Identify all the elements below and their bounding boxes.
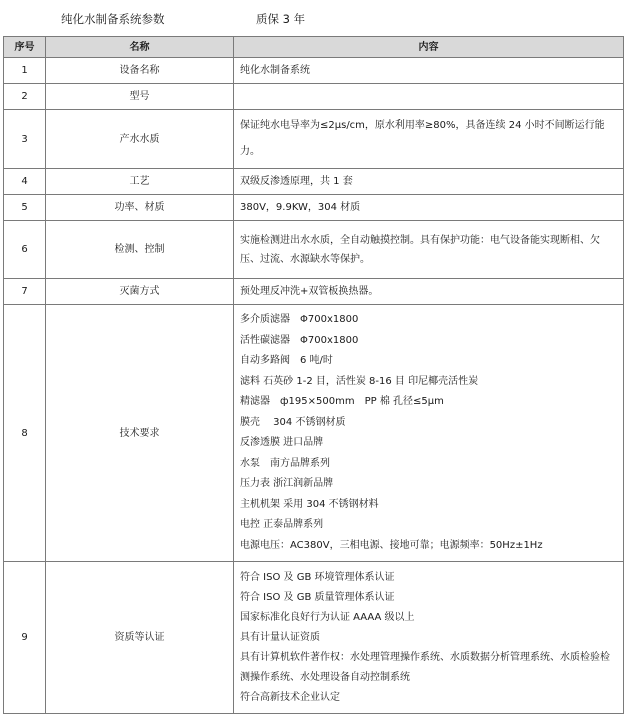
- row-number: 7: [4, 279, 46, 305]
- row-number: 4: [4, 169, 46, 195]
- warranty-note: 质保 3 年: [256, 12, 306, 26]
- row-name: 型号: [46, 84, 234, 110]
- content-line: 主机机架 采用 304 不锈钢材料: [240, 498, 379, 510]
- parameter-table: [3, 36, 624, 714]
- content-line: 具有计量认证资质: [240, 631, 320, 643]
- content-line: 滤料 石英砂 1-2 目，活性炭 8-16 目 印尼椰壳活性炭: [240, 375, 479, 387]
- content-line: 电源电压：AC380V，三相电源、接地可靠；电源频率：50Hz±1Hz: [240, 539, 543, 551]
- content-line: 压力表 浙江润新品牌: [240, 478, 334, 489]
- table-row: [4, 305, 624, 562]
- content-line: 国家标准化良好行为认证 AAAA 级以上: [240, 611, 415, 623]
- content-line: 具有计算机软件著作权：水处理管理操作系统、水质数据分析管理系统、水质检验检测操作系统、水处理设备自动控制系统: [240, 651, 610, 683]
- row-name: 灭菌方式: [46, 279, 234, 305]
- content-line: 预处理反冲洗+双管板换热器。: [240, 286, 379, 297]
- content-line: 反渗透膜 进口品牌: [240, 437, 324, 448]
- table-row: [4, 562, 624, 714]
- row-number: 8: [4, 305, 46, 562]
- content-line: 保证纯水电导率为≤2μs/cm，原水利用率≥80%，具备连续 24 小时不间断运行能力。: [240, 120, 605, 157]
- row-name: 功率、材质: [46, 195, 234, 221]
- table-row: [4, 110, 624, 169]
- content-line: 精滤器 ф195×500mm PP 棉 孔径≤5μm: [240, 396, 444, 407]
- table-header-row: [4, 37, 624, 58]
- table-row: [4, 58, 624, 84]
- row-number: 2: [4, 84, 46, 110]
- table-row: [4, 221, 624, 279]
- document-title: 纯化水制备系统参数: [61, 12, 165, 26]
- row-content: [234, 195, 624, 221]
- column-header-content: 内容: [234, 37, 624, 58]
- content-line: 符合 ISO 及 GB 质量管理体系认证: [240, 591, 395, 603]
- row-content: [234, 221, 624, 279]
- row-content: [234, 110, 624, 169]
- content-line: 符合 ISO 及 GB 环境管理体系认证: [240, 571, 395, 583]
- row-number: 6: [4, 221, 46, 279]
- row-content: [234, 58, 624, 84]
- table-row: [4, 84, 624, 110]
- row-number: 9: [4, 562, 46, 714]
- content-line: 符合高新技术企业认定: [240, 691, 340, 703]
- column-header-no: 序号: [4, 37, 46, 58]
- row-number: 1: [4, 58, 46, 84]
- row-content: [234, 562, 624, 714]
- row-content: [234, 169, 624, 195]
- row-content: [234, 84, 624, 110]
- column-header-name: 名称: [46, 37, 234, 58]
- row-name: 检测、控制: [46, 221, 234, 279]
- row-name: 技术要求: [46, 305, 234, 562]
- content-line: 电控 正泰品牌系列: [240, 519, 324, 530]
- content-line: 纯化水制备系统: [240, 65, 310, 76]
- row-content: [234, 305, 624, 562]
- content-line: 活性碳滤器 Φ700x1800: [240, 334, 359, 346]
- content-line: 实施检测进出水水质，全自动触摸控制。具有保护功能：电气设备能实现断相、欠压、过流、水源缺水等保护。: [240, 234, 600, 265]
- content-line: 膜壳 304 不锈钢材质: [240, 416, 346, 428]
- table-row: [4, 169, 624, 195]
- row-content: [234, 279, 624, 305]
- content-line: 自动多路阀 6 吨/时: [240, 355, 333, 366]
- table-row: [4, 279, 624, 305]
- table-row: [4, 195, 624, 221]
- row-name: 资质等认证: [46, 562, 234, 714]
- row-name: 设备名称: [46, 58, 234, 84]
- content-line: 380V，9.9KW，304 材质: [240, 202, 361, 213]
- row-number: 5: [4, 195, 46, 221]
- row-name: 产水水质: [46, 110, 234, 169]
- row-name: 工艺: [46, 169, 234, 195]
- content-line: 水泵 南方品牌系列: [240, 457, 330, 469]
- row-number: 3: [4, 110, 46, 169]
- content-line: 双级反渗透原理，共 1 套: [240, 176, 353, 187]
- content-line: 多介质滤器 Φ700x1800: [240, 314, 359, 325]
